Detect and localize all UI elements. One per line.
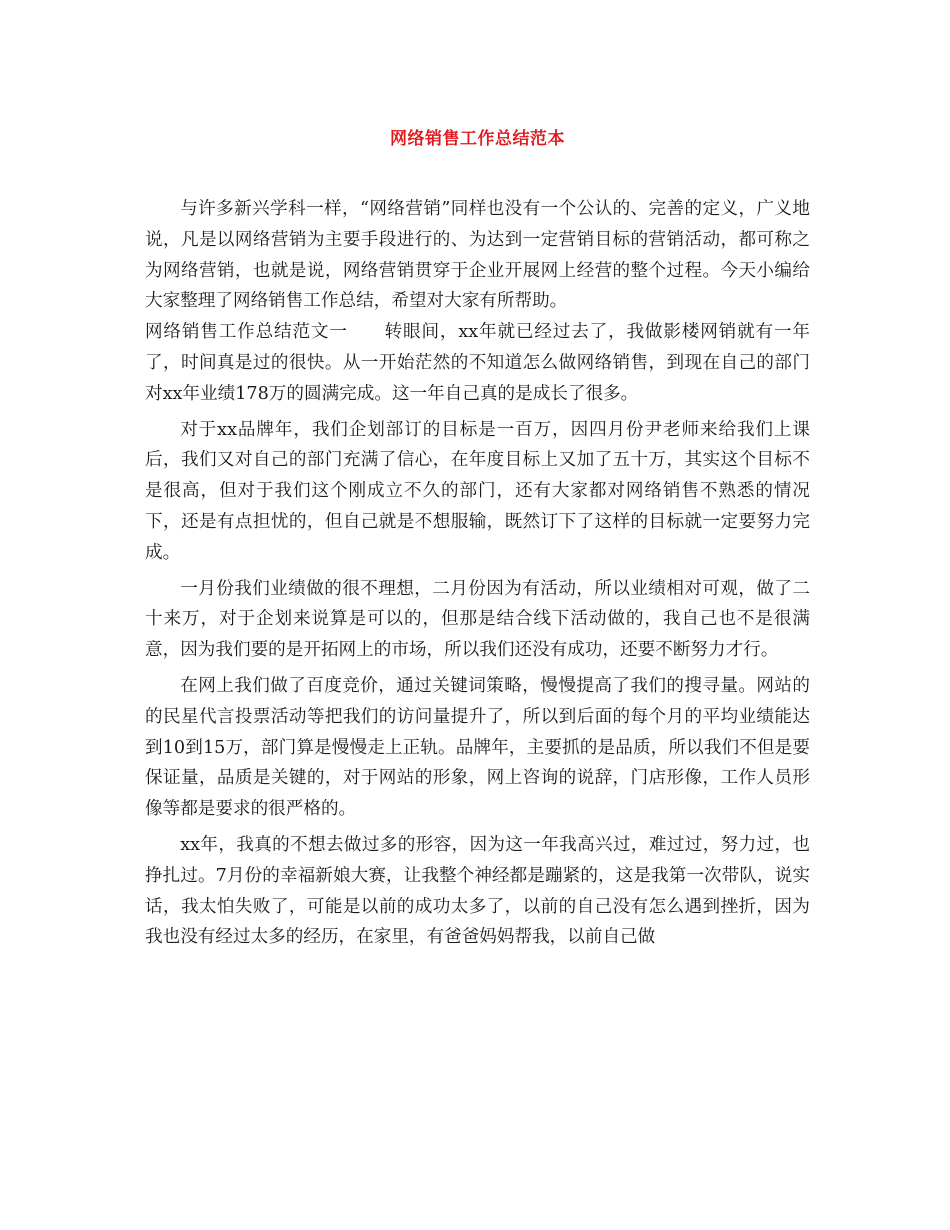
paragraph-brand-year-goal: 对于xx品牌年，我们企划部订的目标是一百万，因四月份尹老师来给我们上课后，我们又对自己的部门充满了信心，在年度目标上又加了五十万，其实这个目标不是很高，但对于我们这个刚成立不久的部门，还有大家都对网络销售不熟悉的情况下，还是有点担忧的，但自己就是不想服输，既然订下了这样的目标就一定要努力完成。 [145,419,810,563]
paragraph-year-reflection: xx年，我真的不想去做过多的形容，因为这一年我高兴过，难过过，努力过，也挣扎过。7月份的幸福新娘大赛，让我整个神经都是蹦紧的，这是我第一次带队，说实话，我太怕失败了，可能是以前的成功太多了，以前的自己没有怎么遇到挫折，因为我也没有经过太多的经历，在家里，有爸爸妈妈帮我，以前自己做 [145,834,810,948]
paragraph-monthly-results: 一月份我们业绩做的很不理想，二月份因为有活动，所以业绩相对可观，做了二十来万，对于企划来说算是可以的，但那是结合线下活动做的，我自己也不是很满意，因为我们要的是开拓网上的市场，所以我们还没有成功，还要不断努力才行。 [145,578,810,661]
paragraph-intro: 与许多新兴学科一样，“网络营销”同样也没有一个公认的、完善的定义，广义地说，凡是以网络营销为主要手段进行的、为达到一定营销目标的营销活动，都可称之为网络营销，也就是说，网络营销贯穿于企业开展网上经营的整个过程。今天小编给大家整理了网络销售工作总结，希望对大家有所帮助。 [145,199,810,312]
paragraph-sample-one: 网络销售工作总结范文一 转眼间，xx年就已经过去了，我做影楼网销就有一年了，时间真是过的很快。从一开始茫然的不知道怎么做网络销售，到现在自己的部门对xx年业绩178万的圆满完成。这一年自己真的是成长了很多。 [145,322,810,404]
document-title: 网络销售工作总结范本 [390,129,565,149]
document-body [145,194,810,953]
paragraph-online-strategy: 在网上我们做了百度竞价，通过关键词策略，慢慢提高了我们的搜寻量。网站的的民星代言投票活动等把我们的访问量提升了，所以到后面的每个月的平均业绩能达到10到15万，部门算是慢慢走上正轨。品牌年，主要抓的是品质，所以我们不但是要保证量，品质是关键的，对于网站的形象，网上咨询的说辞，门店形像，工作人员形像等都是要求的很严格的。 [145,675,810,820]
